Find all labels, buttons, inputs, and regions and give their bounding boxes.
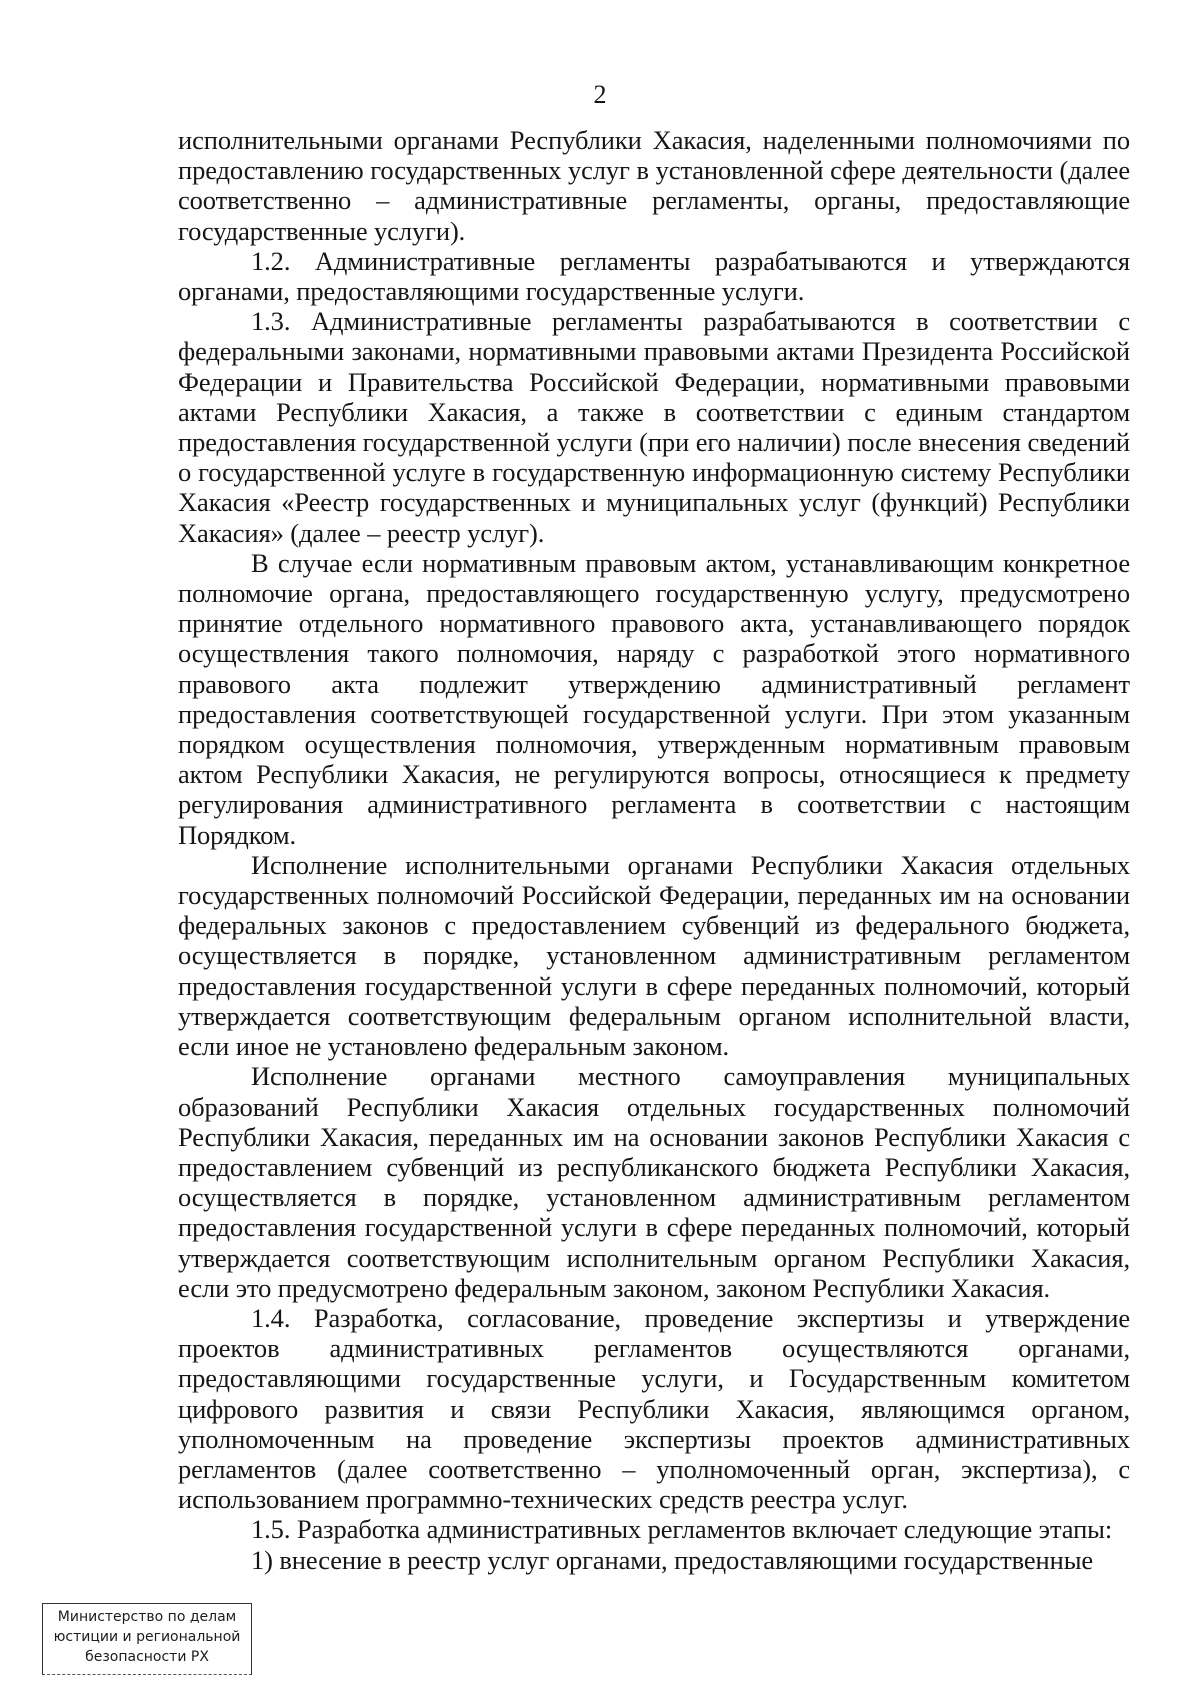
list-item-1: 1) внесение в реестр услуг органами, предоставляющими государственные [251,1544,1094,1575]
paragraph-special-case: В случае если нормативным правовым актом, устанавливающим конкретное полномочие органа, предоставляющего государственную услугу, предусмотрено принятие отдельного нормативного правового акта, устанавливающего порядок осуществления такого полномочия, наряду с разработкой этого нормативного правового акта подлежит утверждению административный регламент предоставления соответствующей государственной услуги. При этом указанным порядком осуществления полномочия, утвержденным нормативным правовым актом Республики Хакасия, не регулируются вопросы, относящиеся к предмету регулирования административного регламента в соответствии с настоящим Порядком. [178,547,1130,850]
document-body [178,125,1130,1575]
paragraph-federal-powers: Исполнение исполнительными органами Республики Хакасия отдельных государственных полномочий Российской Федерации, переданных им на основании федеральных законов с предоставлением субвенций из федерального бюджета, осуществляется в порядке, установленном административным регламентом предоставления государственной услуги в сфере переданных полномочий, который утверждается соответствующим федеральным органом исполнительной власти, если иное не установлено федеральным законом. [178,849,1130,1062]
stamp-line: юстиции и региональной [53,1629,241,1645]
ministry-stamp [42,1603,252,1675]
paragraph-continuation: исполнительными органами Республики Хакасия, наделенными полномочиями по предоставлению государственных услуг в установленной сфере деятельности (далее соответственно – административные регламенты, органы, предоставляющие государственные услуги). [178,125,1130,246]
stamp-line: Министерство по делам [57,1609,237,1625]
stamp-line: безопасности РХ [85,1649,209,1665]
page-number: 2 [593,80,607,109]
paragraph-1-5: 1.5. Разработка административных регламентов включает следующие этапы: [251,1514,1113,1545]
paragraph-local-powers: Исполнение органами местного самоуправления муниципальных образований Республики Хакасия отдельных государственных полномочий Республики Хакасия, переданных им на основании законов Республики Хакасия с предоставлением субвенций из республиканского бюджета Республики Хакасия, осуществляется в порядке, установленном административным регламентом предоставления государственной услуги в сфере переданных полномочий, который утверждается соответствующим исполнительным органом Республики Хакасия, если это предусмотрено федеральным законом, законом Республики Хакасия. [178,1061,1130,1303]
paragraph-1-4: 1.4. Разработка, согласование, проведение экспертизы и утверждение проектов административных регламентов осуществляются органами, предоставляющими государственные услуги, и Государственным комитетом цифрового развития и связи Республики Хакасия, являющимся органом, уполномоченным на проведение экспертизы проектов административных регламентов (далее соответственно – уполномоченный орган, экспертиза), с использованием программно-технических средств реестра услуг. [178,1302,1130,1515]
paragraph-1-2: 1.2. Административные регламенты разрабатываются и утверждаются органами, предоставляющими государственные услуги. [178,245,1130,307]
paragraph-1-3: 1.3. Административные регламенты разрабатываются в соответствии с федеральными законами, нормативными правовыми актами Президента Российской Федерации и Правительства Российской Федерации, нормативными правовыми актами Республики Хакасия, а также в соответствии с единым стандартом предоставления государственной услуги (при его наличии) после внесения сведений о государственной услуге в государственную информационную систему Республики Хакасия «Реестр государственных и муниципальных услуг (функций) Республики Хакасия» (далее – реестр услуг). [178,306,1130,548]
